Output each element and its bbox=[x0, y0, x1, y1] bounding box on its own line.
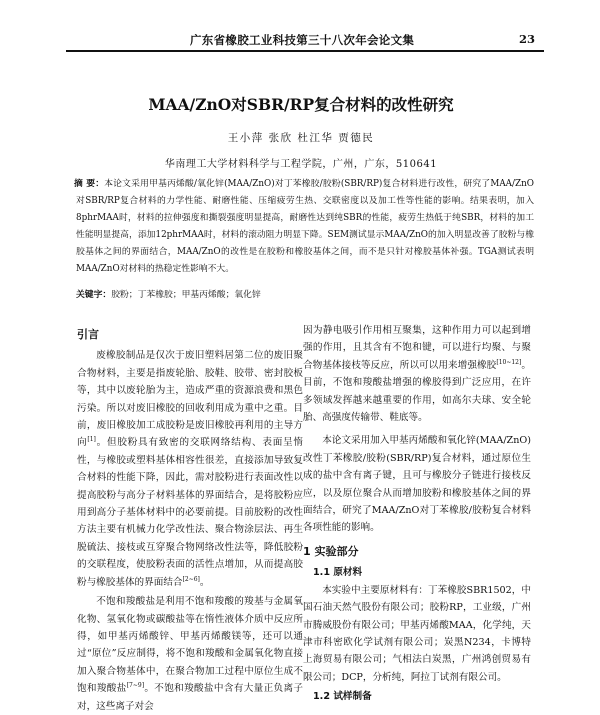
abstract bbox=[76, 176, 534, 278]
header-divider bbox=[66, 50, 544, 52]
paper-affiliation: 华南理工大学材料科学与工程学院，广州，广东，510641 bbox=[164, 159, 438, 170]
introduction-heading: 引言 bbox=[77, 328, 99, 341]
left-column bbox=[77, 326, 303, 715]
right-column bbox=[303, 322, 531, 706]
section-1-2-heading: 1.2 试样制备 bbox=[313, 691, 372, 703]
intro-paragraph-2: 不饱和羧酸盐是利用不饱和羧酸的羧基与金属氧化物、氢氧化物或碳酸盐等在惰性液体介质中反应所得，如甲基丙烯酸锌、甲基丙烯酸镁等，还可以通过“原位”反应制得，将不饱和羧酸和金属氧化物直接加入聚合物基体中，在聚合物加工过程中原位生成不饱和羧酸盐[7~9]。不饱和羧酸盐中含有大量正负离子对，这些离子对会 bbox=[77, 596, 304, 712]
materials-paragraph: 本实验中主要原材料有：丁苯橡胶SBR1502，中国石油天然气股份有限公司；胶粉RP，工业级，广州市腾威股份有限公司；甲基丙烯酸MAA，化学纯，天津市科密欧化学试剂有限公司；炭黑N234，卡博特上海贸易有限公司；气相法白炭黑，广州鸿创贸易有限公司；DCP，分析纯，阿拉丁试剂有限公司。 bbox=[303, 584, 531, 683]
citation: [1] bbox=[87, 436, 96, 444]
page-number: 23 bbox=[519, 32, 536, 46]
keywords bbox=[76, 287, 534, 304]
intro-paragraph-1: 废橡胶制品是仅次于废旧塑料居第二位的废旧聚合物材料，主要是指废轮胎、胶鞋、胶带、密封胶板等，其中以废轮胎为主，造成严重的资源浪费和黑色污染。所以对废旧橡胶的回收利用成为重中之重。目前，废旧橡胶加工成胶粉是废旧橡胶再利用的主导方向[1]。但胶粉具有致密的交联网络结构、表面呈惰性，与橡胶或塑料基体相容性很差，直接添加导致复合材料的性能下降，因此，需对胶粉进行表面改性以提高胶粉与高分子材料基体的界面结合，是将胶粉应用到高分子基体材料中的必要前提。目前胶粉的改性方法主要有机械力化学改性法、聚合物涂层法、再生脱硫法、接枝或互穿聚合物网络改性法等，降低胶粉的交联程度，使胶粉表面的活性点增加，从而提高胶粉与橡胶基体的界面结合[2~6]。 bbox=[77, 350, 304, 588]
intro-paragraph-3: 因为静电吸引作用相互聚集，这种作用力可以起到增强的作用，且其含有不饱和键，可以进行均聚、与聚合物基体接枝等反应，所以可以用来增强橡胶[10~12]。目前，不饱和羧酸盐增强的橡胶得到广泛应用，在许多领域发挥越来越重要的作用，如高尔夫球、安全轮胎、高强度传输带、鞋底等。 bbox=[303, 325, 532, 424]
running-header-title: 广东省橡胶工业科技第三十八次年会论文集 bbox=[190, 33, 415, 47]
intro-paragraph-4: 本论文采用加入甲基丙烯酸和氧化锌(MAA/ZnO)改性丁苯橡胶/胶粉(SBR/RP)复合材料，通过原位生成的盐中含有离子键，且可与橡胶分子链进行接枝反应，以及原位聚合从而增加胶粉和橡胶基体之间的界面结合，研究了MAA/ZnO对丁苯橡胶/胶粉复合材料各项性能的影响。 bbox=[303, 435, 531, 534]
citation: [7~9] bbox=[126, 681, 145, 689]
paper-authors: 王小萍 张欣 杜江华 贾德民 bbox=[227, 132, 375, 144]
abstract-label: 摘 要： bbox=[74, 179, 105, 189]
section-1-heading: 1 实验部分 bbox=[303, 544, 359, 558]
section-1-1-heading: 1.1 原材料 bbox=[313, 567, 363, 579]
citation: [10~12] bbox=[496, 358, 522, 366]
keywords-label: 关键字： bbox=[76, 290, 112, 300]
paper-title: MAA/ZnO对SBR/RP复合材料的改性研究 bbox=[148, 95, 454, 114]
abstract-text: 本论文采用甲基丙烯酸/氧化锌(MAA/ZnO)对丁苯橡胶/胶粉(SBR/RP)复合材料进行改性，研究了MAA/ZnO对SBR/RP复合材料的力学性能、耐磨性能、压缩疲劳生热、交联密度以及加工性等性能的影响。结果表明，加入8phrMAA时，材料的拉伸强度和撕裂强度明显提高，耐磨性达到纯SBR的性能，疲劳生热低于纯SBR，材料的加工性能明显提高，添加12phrMAA时，材料的滚动阻力明显下降。SEM测试显示MAA/ZnO的加入明显改善了胶粉与橡胶基体之间的界面结合，MAA/ZnO的改性是在胶粉和橡胶基体之间，而不是只针对橡胶基体补强。TGA测试表明MAA/ZnO对材料的热稳定性影响不大。 bbox=[76, 179, 534, 274]
citation: [2~6] bbox=[182, 575, 200, 583]
keywords-text: 胶粉；丁苯橡胶；甲基丙烯酸；氧化锌 bbox=[111, 290, 261, 300]
